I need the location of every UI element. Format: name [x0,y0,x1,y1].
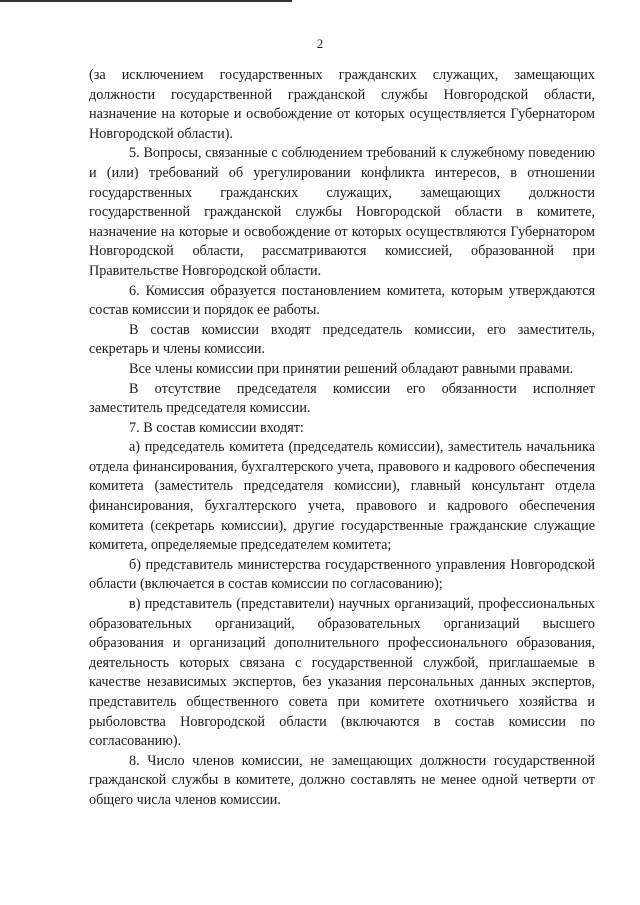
paragraph-11: 8. Число членов комиссии, не замещающих должности государственной гражданской службы в комитете, должно составлять не менее одной четверти от общего числа членов комиссии. [89,752,595,808]
paragraph-7: 7. В состав комиссии входят: [129,419,304,436]
paragraph-3: 6. Комиссия образуется постановлением комитета, которым утверждаются состав комиссии и порядок ее работы. [89,282,595,319]
paragraph-8: а) председатель комитета (председатель комиссии), заместитель начальника отдела финансирования, бухгалтерского учета, правового и кадрового обеспечения комитета (заместитель председателя комиссии), главный консультант отдела финансирования, бухгалтерского учета, правового и кадрового обеспечения комитета (секретарь комиссии), другие государственные гражданские служащие комитета, определяемые председателем комитета; [89,439,595,554]
paragraph-6: В отсутствие председателя комиссии его обязанности исполняет заместитель председателя комиссии. [89,380,595,417]
paragraph-1: (за исключением государственных гражданских служащих, замещающих должности государственной гражданской службы Новгородской области, назначение на которые и освобождение от которых осуществляется Губернатором Новгородской области). [89,67,595,142]
paragraph-2: 5. Вопросы, связанные с соблюдением требований к служебному поведению и (или) требований об урегулировании конфликта интересов, в отношении государственных гражданских служащих, замещающих должности государственной гражданской службы Новгородской области в комитете, назначение на которые и освобождение от которых осуществляются Губернатором Новгородской области, рассматриваются комиссией, образованной при Правительстве Новгородской области. [89,145,595,279]
paragraph-5: Все члены комиссии при принятии решений обладают равными правами. [129,360,574,377]
page-number: 2 [316,36,324,51]
paragraph-4: В состав комиссии входят председатель комиссии, его заместитель, секретарь и члены комиссии. [89,321,595,358]
top-rule [0,0,292,2]
paragraph-9: б) представитель министерства государственного управления Новгородской области (включается в состав комиссии по согласованию); [89,556,595,593]
document-body [89,66,595,811]
paragraph-10: в) представитель (представители) научных организаций, профессиональных образовательных организаций, образовательных организаций высшего образования и организаций дополнительного профессионального образования, деятельность которых связана с государственной службой, приглашаемые в качестве независимых экспертов, без указания персональных данных экспертов, представитель общественного совета при комитете охотничьего хозяйства и рыболовства Новгородской области (включаются в состав комиссии по согласованию). [89,596,595,750]
